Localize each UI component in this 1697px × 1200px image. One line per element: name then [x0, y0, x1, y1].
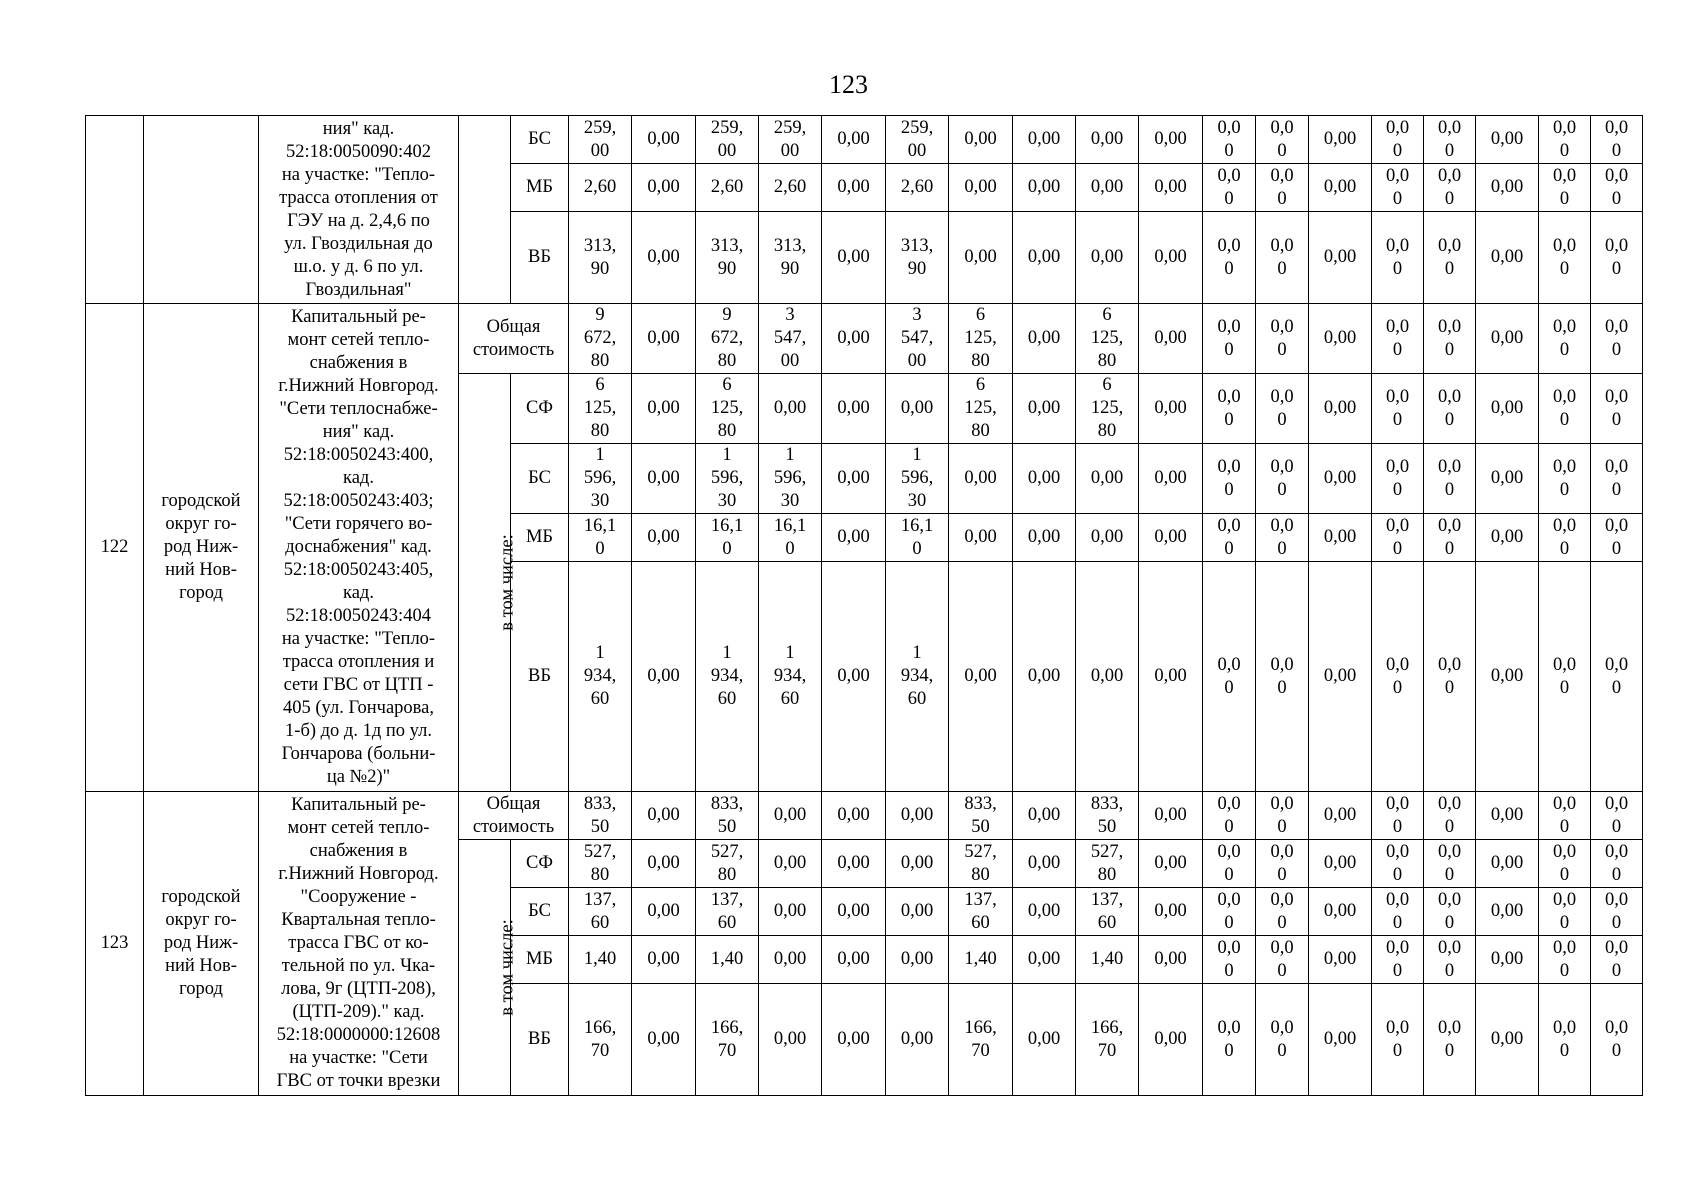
value-cell: 0,00 — [632, 936, 696, 984]
row-number: 123 — [86, 792, 144, 1096]
value-cell: 0,00 — [1309, 444, 1372, 514]
value-cell: 0,00 — [1139, 984, 1203, 1096]
value-cell: 137, 60 — [1076, 888, 1139, 936]
value-cell: 0,00 — [632, 514, 696, 562]
value-cell: 0,0 0 — [1203, 792, 1256, 840]
value-cell: 0,00 — [1013, 792, 1076, 840]
value-cell: 0,00 — [1309, 840, 1372, 888]
value-cell: 0,00 — [1476, 840, 1539, 888]
value-cell: 0,00 — [822, 936, 886, 984]
value-cell: 0,0 0 — [1372, 792, 1424, 840]
value-cell: 0,0 0 — [1591, 304, 1643, 374]
value-cell: 0,0 0 — [1591, 212, 1643, 304]
value-cell: 3 547, 00 — [886, 304, 949, 374]
value-cell: 6 125, 80 — [949, 374, 1013, 444]
value-cell: 0,00 — [1139, 840, 1203, 888]
value-cell: 0,0 0 — [1539, 444, 1591, 514]
value-cell: 0,0 0 — [1256, 840, 1309, 888]
value-cell: 166, 70 — [949, 984, 1013, 1096]
value-cell: 0,0 0 — [1424, 888, 1476, 936]
value-cell: 0,00 — [886, 984, 949, 1096]
value-cell: 0,00 — [632, 840, 696, 888]
value-cell: 0,00 — [1309, 374, 1372, 444]
value-cell: 16,1 0 — [886, 514, 949, 562]
value-cell: 0,00 — [1013, 116, 1076, 164]
value-cell: 1,40 — [1076, 936, 1139, 984]
value-cell: 0,00 — [822, 164, 886, 212]
value-cell: 0,0 0 — [1539, 212, 1591, 304]
funding-source: СФ — [511, 840, 569, 888]
value-cell: 0,0 0 — [1539, 304, 1591, 374]
value-cell: 259, 00 — [759, 116, 822, 164]
value-cell: 137, 60 — [696, 888, 759, 936]
value-cell: 0,00 — [759, 888, 822, 936]
value-cell: 833, 50 — [569, 792, 632, 840]
value-cell: 6 125, 80 — [696, 374, 759, 444]
value-cell: 2,60 — [886, 164, 949, 212]
value-cell: 833, 50 — [1076, 792, 1139, 840]
value-cell: 0,00 — [1076, 562, 1139, 792]
value-cell: 0,00 — [1013, 562, 1076, 792]
value-cell: 0,00 — [886, 840, 949, 888]
value-cell: 313, 90 — [569, 212, 632, 304]
value-cell: 0,00 — [822, 792, 886, 840]
value-cell: 0,00 — [632, 374, 696, 444]
in-that-number-label: в том числе: — [459, 374, 511, 792]
value-cell: 16,1 0 — [759, 514, 822, 562]
budget-table — [85, 115, 1643, 1096]
value-cell: 0,0 0 — [1372, 888, 1424, 936]
value-cell: 0,00 — [822, 212, 886, 304]
value-cell: 0,0 0 — [1372, 164, 1424, 212]
value-cell: 0,00 — [632, 304, 696, 374]
value-cell: 9 672, 80 — [696, 304, 759, 374]
value-cell: 0,00 — [632, 984, 696, 1096]
value-cell: 137, 60 — [569, 888, 632, 936]
value-cell: 0,00 — [1076, 116, 1139, 164]
municipality: городской округ го- род Ниж- ний Нов- город — [144, 304, 259, 792]
value-cell: 0,0 0 — [1424, 116, 1476, 164]
value-cell: 0,00 — [1076, 514, 1139, 562]
value-cell: 1 596, 30 — [696, 444, 759, 514]
value-cell: 313, 90 — [759, 212, 822, 304]
funding-source: ВБ — [511, 562, 569, 792]
value-cell: 166, 70 — [1076, 984, 1139, 1096]
value-cell: 0,00 — [949, 164, 1013, 212]
value-cell: 0,00 — [632, 444, 696, 514]
value-cell: 0,0 0 — [1256, 116, 1309, 164]
value-cell: 0,00 — [822, 304, 886, 374]
value-cell: 0,00 — [1139, 304, 1203, 374]
value-cell: 0,0 0 — [1424, 212, 1476, 304]
value-cell: 0,00 — [1476, 164, 1539, 212]
value-cell: 833, 50 — [696, 792, 759, 840]
total-cost-label: Общая стоимость — [459, 304, 569, 374]
value-cell: 259, 00 — [886, 116, 949, 164]
value-cell: 0,0 0 — [1256, 374, 1309, 444]
value-cell: 0,00 — [1309, 212, 1372, 304]
table-row — [86, 116, 1643, 164]
value-cell: 0,0 0 — [1372, 212, 1424, 304]
value-cell: 0,00 — [1476, 444, 1539, 514]
value-cell: 0,0 0 — [1424, 936, 1476, 984]
value-cell: 0,00 — [949, 116, 1013, 164]
value-cell: 1 934, 60 — [696, 562, 759, 792]
value-cell: 0,00 — [822, 984, 886, 1096]
value-cell: 0,00 — [1309, 888, 1372, 936]
value-cell: 0,0 0 — [1539, 514, 1591, 562]
value-cell: 0,0 0 — [1372, 116, 1424, 164]
value-cell: 0,00 — [949, 212, 1013, 304]
value-cell: 0,00 — [1476, 936, 1539, 984]
value-cell: 0,00 — [1309, 164, 1372, 212]
value-cell: 0,00 — [1309, 936, 1372, 984]
funding-source: БС — [511, 444, 569, 514]
value-cell: 0,0 0 — [1591, 444, 1643, 514]
value-cell: 0,0 0 — [1539, 374, 1591, 444]
value-cell: 0,00 — [1013, 888, 1076, 936]
value-cell: 0,0 0 — [1424, 374, 1476, 444]
value-cell: 0,00 — [949, 444, 1013, 514]
value-cell: 0,00 — [822, 444, 886, 514]
value-cell: 0,0 0 — [1203, 562, 1256, 792]
value-cell: 0,00 — [1139, 792, 1203, 840]
value-cell: 0,0 0 — [1372, 840, 1424, 888]
value-cell: 0,0 0 — [1372, 984, 1424, 1096]
value-cell: 0,00 — [1013, 514, 1076, 562]
value-cell: 0,00 — [1139, 936, 1203, 984]
row-number: 122 — [86, 304, 144, 792]
value-cell: 0,0 0 — [1539, 840, 1591, 888]
value-cell: 0,00 — [1139, 888, 1203, 936]
funding-source: ВБ — [511, 212, 569, 304]
funding-source: БС — [511, 888, 569, 936]
value-cell: 0,0 0 — [1256, 212, 1309, 304]
value-cell: 137, 60 — [949, 888, 1013, 936]
value-cell: 0,0 0 — [1424, 164, 1476, 212]
value-cell: 0,0 0 — [1203, 374, 1256, 444]
value-cell: 0,0 0 — [1539, 562, 1591, 792]
value-cell: 0,0 0 — [1256, 936, 1309, 984]
value-cell: 0,00 — [759, 936, 822, 984]
value-cell: 0,00 — [949, 514, 1013, 562]
value-cell: 0,00 — [1013, 936, 1076, 984]
object-description: Капитальный ре- монт сетей тепло- снабжения в г.Нижний Новгород. "Сети теплоснабже- ния" кад. 52:18:0050243:400, кад. 52:18:0050243:403; "Сети горячего во- доснабжения" кад. 52:18:0050243:405, кад. 52:18:0050243:404 на участке: "Тепло- трасса отопления и сети ГВС от ЦТП - 405 (ул. Гончарова, 1-б) до д. 1д по ул. Гончарова (больни- ца №2)" — [259, 304, 459, 792]
value-cell: 0,00 — [632, 888, 696, 936]
value-cell: 0,00 — [1476, 304, 1539, 374]
value-cell: 0,0 0 — [1591, 562, 1643, 792]
value-cell: 0,00 — [1013, 304, 1076, 374]
value-cell: 0,0 0 — [1203, 514, 1256, 562]
value-cell: 0,0 0 — [1256, 562, 1309, 792]
value-cell: 0,00 — [1139, 444, 1203, 514]
value-cell: 0,00 — [1013, 840, 1076, 888]
value-cell: 6 125, 80 — [1076, 304, 1139, 374]
row-number — [86, 116, 144, 304]
value-cell: 0,00 — [949, 562, 1013, 792]
value-cell: 0,00 — [1139, 116, 1203, 164]
value-cell: 0,0 0 — [1256, 444, 1309, 514]
value-cell: 0,0 0 — [1591, 374, 1643, 444]
value-cell: 0,00 — [1013, 984, 1076, 1096]
value-cell: 527, 80 — [1076, 840, 1139, 888]
value-cell: 0,00 — [822, 116, 886, 164]
value-cell: 0,00 — [1139, 212, 1203, 304]
value-cell: 0,0 0 — [1203, 164, 1256, 212]
value-cell: 0,0 0 — [1424, 304, 1476, 374]
value-cell: 0,0 0 — [1591, 792, 1643, 840]
object-description: Капитальный ре- монт сетей тепло- снабжения в г.Нижний Новгород. "Сооружение - Квартальная тепло- трасса ГВС от ко- тельной по ул. Чка- лова, 9г (ЦТП-208), (ЦТП-209)." кад. 52:18:0000000:12608 на участке: "Сети ГВС от точки врезки — [259, 792, 459, 1096]
value-cell: 0,00 — [632, 164, 696, 212]
value-cell: 0,0 0 — [1539, 792, 1591, 840]
value-cell: 0,0 0 — [1203, 212, 1256, 304]
value-cell: 6 125, 80 — [1076, 374, 1139, 444]
value-cell: 0,0 0 — [1372, 514, 1424, 562]
value-cell: 0,00 — [1013, 444, 1076, 514]
table-row — [86, 792, 1643, 840]
value-cell: 0,0 0 — [1424, 984, 1476, 1096]
value-cell: 0,00 — [759, 840, 822, 888]
funding-source: МБ — [511, 164, 569, 212]
page-number: 123 — [829, 70, 868, 99]
value-cell: 0,00 — [1476, 116, 1539, 164]
value-cell: 0,00 — [886, 374, 949, 444]
value-cell: 0,0 0 — [1424, 562, 1476, 792]
value-cell: 0,0 0 — [1372, 444, 1424, 514]
funding-source: МБ — [511, 514, 569, 562]
value-cell: 166, 70 — [569, 984, 632, 1096]
value-cell: 0,00 — [1139, 514, 1203, 562]
value-cell: 0,00 — [1309, 984, 1372, 1096]
value-cell: 0,0 0 — [1591, 936, 1643, 984]
value-cell: 1 934, 60 — [759, 562, 822, 792]
value-cell: 0,0 0 — [1591, 984, 1643, 1096]
value-cell: 16,1 0 — [696, 514, 759, 562]
value-cell: 1 934, 60 — [569, 562, 632, 792]
value-cell: 0,00 — [822, 888, 886, 936]
value-cell: 0,00 — [822, 840, 886, 888]
value-cell: 0,0 0 — [1203, 304, 1256, 374]
value-cell: 0,00 — [1076, 444, 1139, 514]
value-cell: 0,0 0 — [1203, 888, 1256, 936]
value-cell: 0,00 — [886, 888, 949, 936]
value-cell: 0,0 0 — [1539, 116, 1591, 164]
subtotal-label-empty — [459, 116, 511, 304]
value-cell: 0,00 — [1139, 164, 1203, 212]
value-cell: 0,00 — [822, 562, 886, 792]
value-cell: 2,60 — [569, 164, 632, 212]
value-cell: 0,00 — [1309, 514, 1372, 562]
value-cell: 0,00 — [886, 936, 949, 984]
value-cell: 2,60 — [696, 164, 759, 212]
value-cell: 259, 00 — [696, 116, 759, 164]
value-cell: 1,40 — [696, 936, 759, 984]
value-cell: 0,0 0 — [1256, 888, 1309, 936]
value-cell: 0,00 — [632, 562, 696, 792]
value-cell: 0,0 0 — [1372, 562, 1424, 792]
value-cell: 0,00 — [632, 792, 696, 840]
value-cell: 0,00 — [1476, 792, 1539, 840]
value-cell: 0,00 — [1309, 116, 1372, 164]
municipality: городской округ го- род Ниж- ний Нов- город — [144, 792, 259, 1096]
value-cell: 0,00 — [1309, 792, 1372, 840]
value-cell: 6 125, 80 — [949, 304, 1013, 374]
value-cell: 0,00 — [759, 984, 822, 1096]
value-cell: 0,00 — [1139, 562, 1203, 792]
value-cell: 313, 90 — [696, 212, 759, 304]
value-cell: 833, 50 — [949, 792, 1013, 840]
value-cell: 0,0 0 — [1256, 164, 1309, 212]
total-cost-label: Общая стоимость — [459, 792, 569, 840]
value-cell: 0,00 — [632, 116, 696, 164]
value-cell: 0,00 — [759, 374, 822, 444]
value-cell: 0,00 — [1076, 164, 1139, 212]
value-cell: 0,0 0 — [1424, 514, 1476, 562]
value-cell: 0,0 0 — [1256, 514, 1309, 562]
value-cell: 9 672, 80 — [569, 304, 632, 374]
value-cell: 6 125, 80 — [569, 374, 632, 444]
value-cell: 313, 90 — [886, 212, 949, 304]
value-cell: 0,0 0 — [1539, 164, 1591, 212]
value-cell: 0,0 0 — [1256, 984, 1309, 1096]
value-cell: 0,0 0 — [1591, 514, 1643, 562]
value-cell: 0,0 0 — [1256, 304, 1309, 374]
funding-source: МБ — [511, 936, 569, 984]
value-cell: 0,00 — [632, 212, 696, 304]
value-cell: 0,0 0 — [1372, 936, 1424, 984]
in-that-number-label: в том числе: — [459, 840, 511, 1096]
value-cell: 0,0 0 — [1203, 116, 1256, 164]
value-cell: 0,0 0 — [1203, 936, 1256, 984]
value-cell: 0,0 0 — [1203, 444, 1256, 514]
value-cell: 0,0 0 — [1256, 792, 1309, 840]
value-cell: 0,00 — [1476, 514, 1539, 562]
value-cell: 0,00 — [1309, 562, 1372, 792]
value-cell: 1,40 — [949, 936, 1013, 984]
value-cell: 2,60 — [759, 164, 822, 212]
value-cell: 0,00 — [822, 514, 886, 562]
value-cell: 527, 80 — [949, 840, 1013, 888]
value-cell: 0,0 0 — [1372, 374, 1424, 444]
value-cell: 0,0 0 — [1539, 888, 1591, 936]
value-cell: 1 596, 30 — [759, 444, 822, 514]
value-cell: 0,00 — [1013, 374, 1076, 444]
value-cell: 527, 80 — [696, 840, 759, 888]
value-cell: 0,0 0 — [1591, 116, 1643, 164]
value-cell: 0,0 0 — [1424, 792, 1476, 840]
value-cell: 166, 70 — [696, 984, 759, 1096]
value-cell: 0,00 — [1076, 212, 1139, 304]
value-cell: 259, 00 — [569, 116, 632, 164]
value-cell: 0,00 — [1476, 984, 1539, 1096]
value-cell: 0,0 0 — [1203, 840, 1256, 888]
value-cell: 1 596, 30 — [569, 444, 632, 514]
value-cell: 16,1 0 — [569, 514, 632, 562]
value-cell: 0,0 0 — [1539, 984, 1591, 1096]
value-cell: 3 547, 00 — [759, 304, 822, 374]
value-cell: 0,00 — [1476, 212, 1539, 304]
value-cell: 0,00 — [886, 792, 949, 840]
value-cell: 0,0 0 — [1591, 164, 1643, 212]
value-cell: 0,00 — [1309, 304, 1372, 374]
value-cell: 0,00 — [1476, 374, 1539, 444]
value-cell: 0,00 — [1476, 888, 1539, 936]
value-cell: 0,00 — [1476, 562, 1539, 792]
value-cell: 0,00 — [822, 374, 886, 444]
object-description: ния" кад. 52:18:0050090:402 на участке: "Тепло- трасса отопления от ГЭУ на д. 2,4,6 по ул. Гвоздильная до ш.о. у д. 6 по ул. Гвоздильная" — [259, 116, 459, 304]
value-cell: 0,00 — [1139, 374, 1203, 444]
value-cell: 0,0 0 — [1424, 444, 1476, 514]
value-cell: 1,40 — [569, 936, 632, 984]
value-cell: 0,0 0 — [1372, 304, 1424, 374]
funding-source: СФ — [511, 374, 569, 444]
municipality — [144, 116, 259, 304]
funding-source: ВБ — [511, 984, 569, 1096]
value-cell: 0,0 0 — [1591, 840, 1643, 888]
value-cell: 1 596, 30 — [886, 444, 949, 514]
value-cell: 0,0 0 — [1591, 888, 1643, 936]
value-cell: 0,00 — [1013, 212, 1076, 304]
value-cell: 0,00 — [759, 792, 822, 840]
funding-source: БС — [511, 116, 569, 164]
value-cell: 0,0 0 — [1539, 936, 1591, 984]
value-cell: 1 934, 60 — [886, 562, 949, 792]
value-cell: 0,00 — [1013, 164, 1076, 212]
table-row — [86, 304, 1643, 374]
value-cell: 527, 80 — [569, 840, 632, 888]
value-cell: 0,0 0 — [1203, 984, 1256, 1096]
value-cell: 0,0 0 — [1424, 840, 1476, 888]
